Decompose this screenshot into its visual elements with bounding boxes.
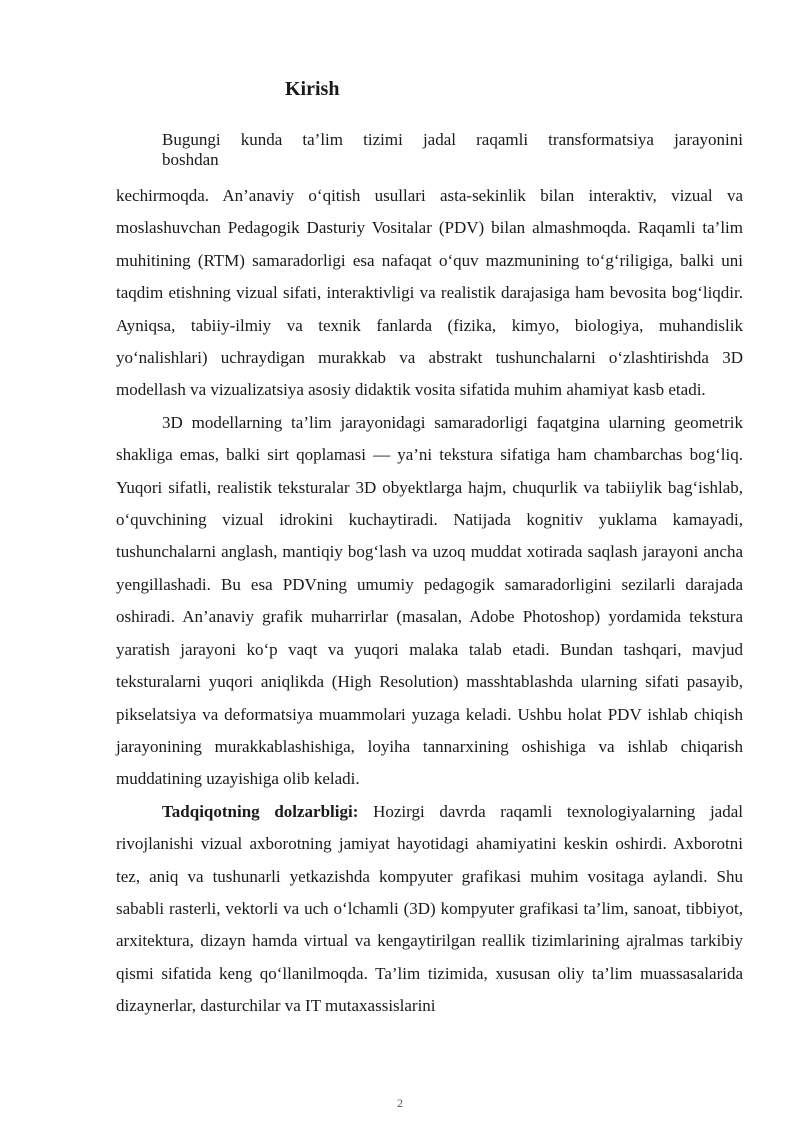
paragraph-3: [116, 796, 743, 1023]
paragraph-1: kechirmoqda. An’anaviy o‘qitish usullari asta-sekinlik bilan interaktiv, vizual va moslashuvchan Pedagogik Dasturiy Vositalar (PDV) bilan almashmoqda. Raqamli ta’lim muhitining (RTM) samaradorligi esa nafaqat o‘quv mazmunining to‘g‘riligiga, balki uni taqdim etishning vizual sifati, interaktivligi va realistik darajasiga ham bevosita bog‘liqdir. Ayniqsa, tabiiy-ilmiy va texnik fanlarda (fizika, kimyo, biologiya, muhandislik yo‘nalishlari) uchraydigan murakkab va abstrakt tushunchalarni o‘zlashtirishda 3D modellash va vizualizatsiya asosiy didaktik vosita sifatida muhim ahamiyat kasb etadi.: [116, 186, 743, 400]
paragraph-3-bold-lead: Tadqiqotning dolzarbligi:: [162, 801, 359, 821]
body-text: [116, 180, 743, 1023]
paragraph-2: 3D modellarning ta’lim jarayonidagi samaradorligi faqatgina ularning geometrik shakliga emas, balki sirt qoplamasi — ya’ni tekstura sifatiga ham chambarchas bog‘liq. Yuqori sifatli, realistik teksturalar 3D obyektlarga hajm, chuqurlik va tabiiylik bag‘ishlab, o‘quvchining vizual idrokini kuchaytiradi. Natijada kognitiv yuklama kamayadi, tushunchalarni anglash, mantiqiy bog‘lash va uzoq muddat xotirada saqlash jarayoni ancha yengillashadi. Bu esa PDVning umumiy pedagogik samaradorligini sezilarli darajada oshiradi. An’anaviy grafik muharrirlar (masalan, Adobe Photoshop) yordamida tekstura yaratish jarayoni ko‘p vaqt va yuqori malaka talab etadi. Bundan tashqari, mavjud teksturalarni yuqori aniqlikda (High Resolution) masshtablashda ularning sifati pasayib, pikselatsiya va deformatsiya muammolari yuzaga keladi. Ushbu holat PDV ishlab chiqish jarayonining murakkablashishiga, loyiha tannarxining oshishiga va ishlab chiqarish muddatining uzayishiga olib keladi.: [116, 412, 743, 789]
section-heading: Kirish: [285, 78, 340, 100]
page-number: 2: [397, 1096, 403, 1110]
paragraph-3-text: Hozirgi davrda raqamli texnologiyalarning jadal rivojlanishi vizual axborotning jamiyat hayotidagi ahamiyatini keskin oshirdi. Axborotni tez, aniq va tushunarli yetkazishda kompyuter grafikasi muhim vositaga aylandi. Shu sababli rasterli, vektorli va uch o‘lchamli (3D) kompyuter grafikasi ta’lim, sanoat, tibbiyot, arxitektura, dizayn hamda virtual va kengaytirilgan reallik tizimlarining ajralmas tarkibiy qismi sifatida keng qo‘llanilmoqda. Ta’lim tizimida, xususan oliy ta’lim muassasalarida dizaynerlar, dasturchilar va IT mutaxassislarini: [116, 801, 743, 1016]
intro-first-line: Bugungi kunda ta’lim tizimi jadal raqamli transformatsiya jarayonini: [162, 130, 743, 149]
intro-lines: [162, 130, 743, 170]
intro-second-line: boshdan: [162, 150, 219, 169]
